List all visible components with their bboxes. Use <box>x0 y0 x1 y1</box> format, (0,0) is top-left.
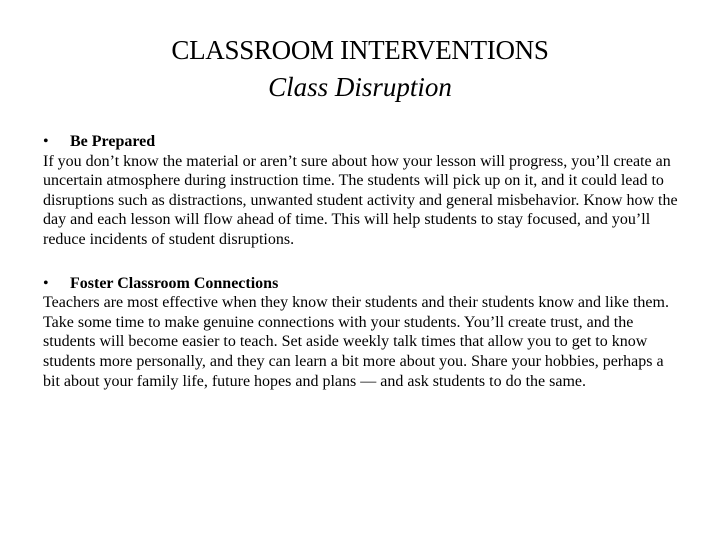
section-body: If you don’t know the material or aren’t sure about how your lesson will progress, you’ll create an uncertain atmosphere during instruction time. The students will pick up on it, and it could lead to disruptions such as distractions, unwanted student activity and general misbehavior. Know how the day and each lesson will flow ahead of time. This will help students to stay focused, and you’ll reduce incidents of student disruptions. <box>43 152 678 248</box>
section-heading <box>43 132 683 152</box>
section-be-prepared <box>43 132 683 250</box>
content-area <box>43 132 683 391</box>
section-heading-label: Foster Classroom Connections <box>70 274 279 292</box>
title-block <box>0 31 720 105</box>
section-heading <box>43 274 683 294</box>
bullet-icon: • <box>43 274 49 292</box>
bullet-icon: • <box>43 133 49 150</box>
page-title: CLASSROOM INTERVENTIONS <box>171 35 549 65</box>
page-subtitle: Class Disruption <box>268 72 452 102</box>
section-foster-classroom-connections <box>43 274 683 392</box>
section-heading-label: Be Prepared <box>70 133 156 150</box>
section-body: Teachers are most effective when they know their students and their students know and like them. Take some time to make genuine connections with your students. You’ll create trust, and the students will become easier to teach. Set aside weekly talk times that allow you to get to know students more personally, and they can learn a bit more about you. Share your hobbies, perhaps a bit about your family life, future hopes and plans — and ask students to do the same. <box>43 294 669 390</box>
